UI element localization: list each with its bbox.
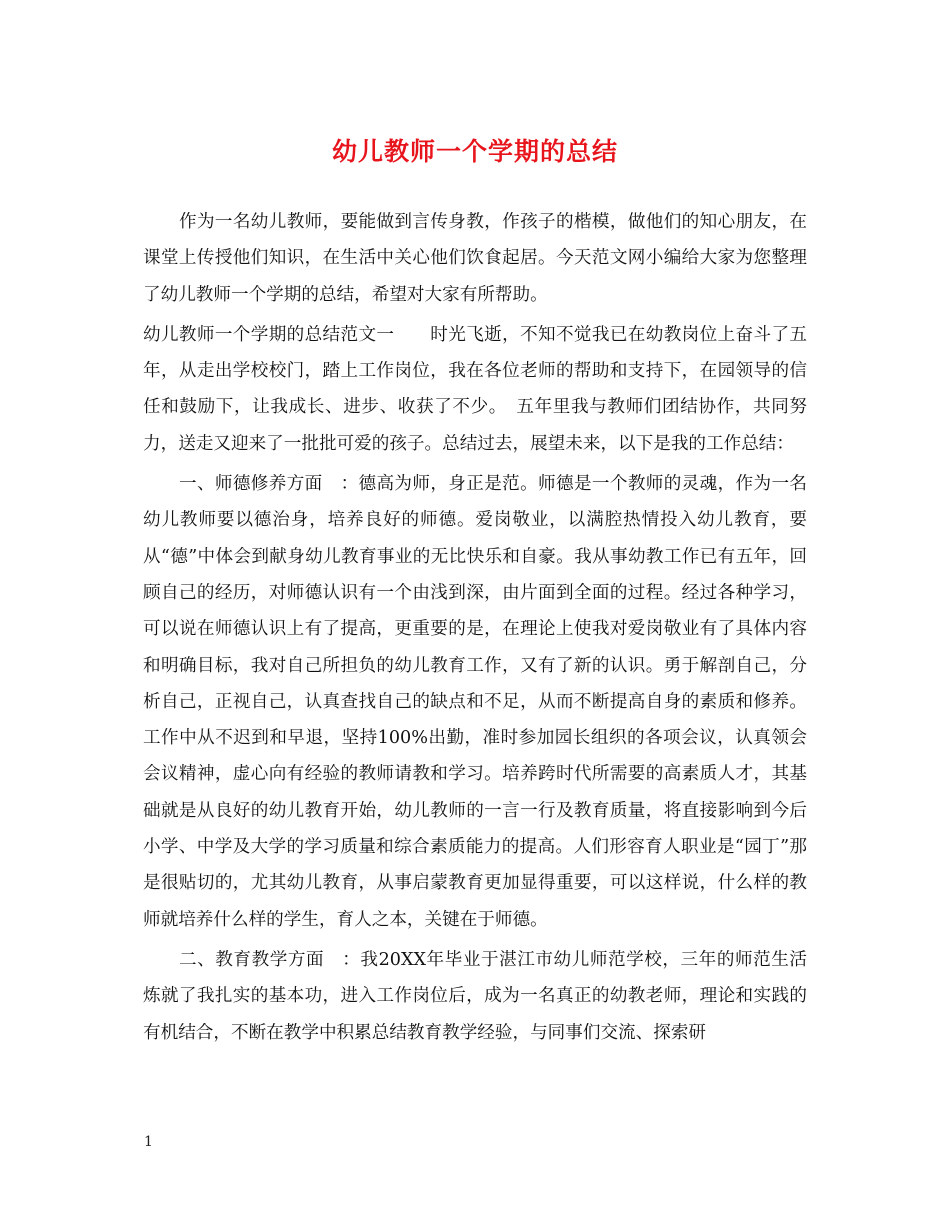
document-title: 幼儿教师一个学期的总结 [331, 137, 618, 166]
section-heading-paragraph: 幼儿教师一个学期的总结范文一 时光飞逝，不知不觉我已在幼教岗位上奋斗了五年，从走出学校校门，踏上工作岗位，我在各位老师的帮助和支持下，在园领导的信任和鼓励下，让我成长、进步、收获了不少。 五年里我与教师们团结协作，共同努力，送走又迎来了一批批可爱的孩子。总结过去，展望未来，以下是我的工作总结： [143, 324, 807, 454]
ethics-paragraph: 一、师德修养方面 ：德高为师，身正是范。师德是一个教师的灵魂，作为一名幼儿教师要以德治身，培养良好的师德。爱岗敬业，以满腔热情投入幼儿教育，要从“德”中体会到献身幼儿教育事业的无比快乐和自豪。我从事幼教工作已有五年，回顾自己的经历，对师德认识有一个由浅到深，由片面到全面的过程。经过各种学习，可以说在师德认识上有了提高，更重要的是，在理论上使我对爱岗敬业有了具体内容和明确目标，我对自己所担负的幼儿教育工作，又有了新的认识。勇于解剖自己，分析自己，正视自己，认真查找自己的缺点和不足，从而不断提高自身的素质和修养。工作中从不迟到和早退，坚持100%出勤，准时参加园长组织的各项会议，认真领会会议精神，虚心向有经验的教师请教和学习。培养跨时代所需要的高素质人才，其基础就是从良好的幼儿教育开始，幼儿教师的一言一行及教育质量，将直接影响到今后小学、中学及大学的学习质量和综合素质能力的提高。人们形容育人职业是“园丁”那是很贴切的，尤其幼儿教育，从事启蒙教育更加显得重要，可以这样说，什么样的教师就培养什么样的学生，育人之本，关键在于师德。 [143, 474, 807, 930]
document-body [143, 204, 807, 1051]
page-number: 1 [144, 1134, 153, 1150]
teaching-paragraph: 二、教育教学方面 ：我20XX年毕业于湛江市幼儿师范学校，三年的师范生活炼就了我扎实的基本功，进入工作岗位后，成为一名真正的幼教老师，理论和实践的有机结合，不断在教学中积累总结教育教学经验，与同事们交流、探索研 [143, 949, 807, 1043]
intro-paragraph: 作为一名幼儿教师，要能做到言传身教，作孩子的楷模，做他们的知心朋友，在课堂上传授他们知识，在生活中关心他们饮食起居。今天范文网小编给大家为您整理了幼儿教师一个学期的总结，希望对大家有所帮助。 [143, 212, 807, 305]
